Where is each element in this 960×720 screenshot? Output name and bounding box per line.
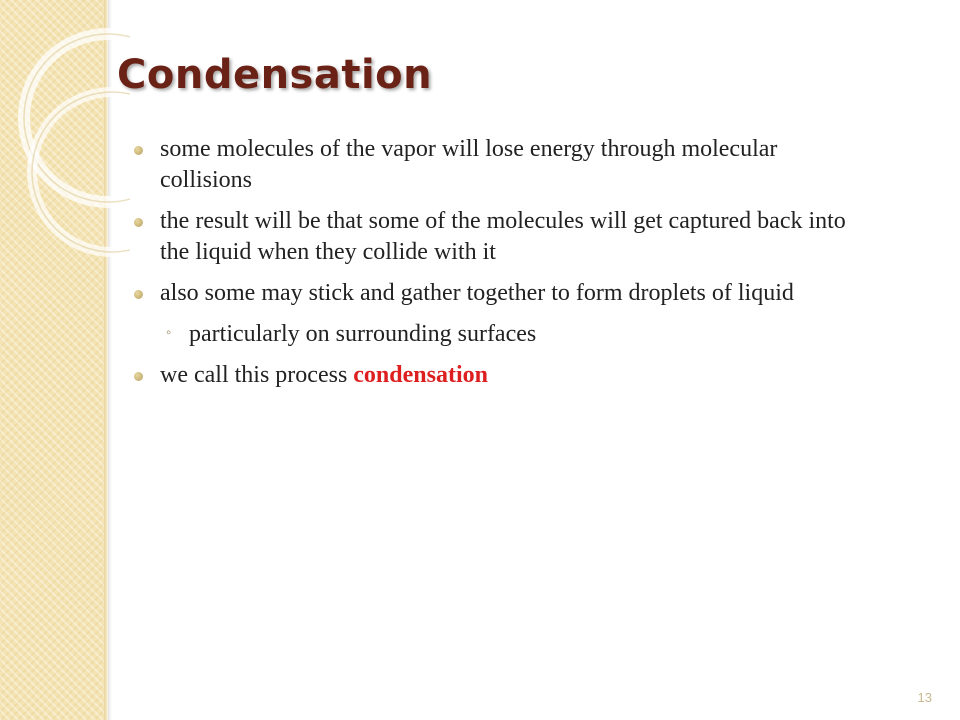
bullet-dot-icon: [134, 372, 143, 381]
bullet-dot-icon: [134, 290, 143, 299]
bullet-text: also some may stick and gather together to form droplets of liquid: [160, 280, 794, 306]
bullet-item: [132, 360, 862, 391]
page-number: 13: [917, 690, 932, 705]
bullet-text: the result will be that some of the molecules will get captured back into the liquid when they collide with it: [160, 208, 846, 265]
sub-bullet-item: [132, 319, 862, 350]
slide-title: Condensation: [117, 52, 433, 98]
bullet-item: [132, 278, 862, 309]
bullet-list: [132, 134, 862, 401]
highlighted-term: condensation: [353, 362, 488, 388]
bullet-dot-icon: [134, 218, 143, 227]
bullet-item: [132, 206, 862, 268]
bullet-text: we call this process: [160, 362, 354, 388]
sub-bullet-ring-icon: ◦: [166, 325, 172, 341]
bullet-item: [132, 134, 862, 196]
bullet-dot-icon: [134, 146, 143, 155]
sub-bullet-text: particularly on surrounding surfaces: [189, 321, 537, 347]
bullet-text: some molecules of the vapor will lose energy through molecular collisions: [160, 136, 778, 193]
decorative-rings: [0, 0, 130, 260]
